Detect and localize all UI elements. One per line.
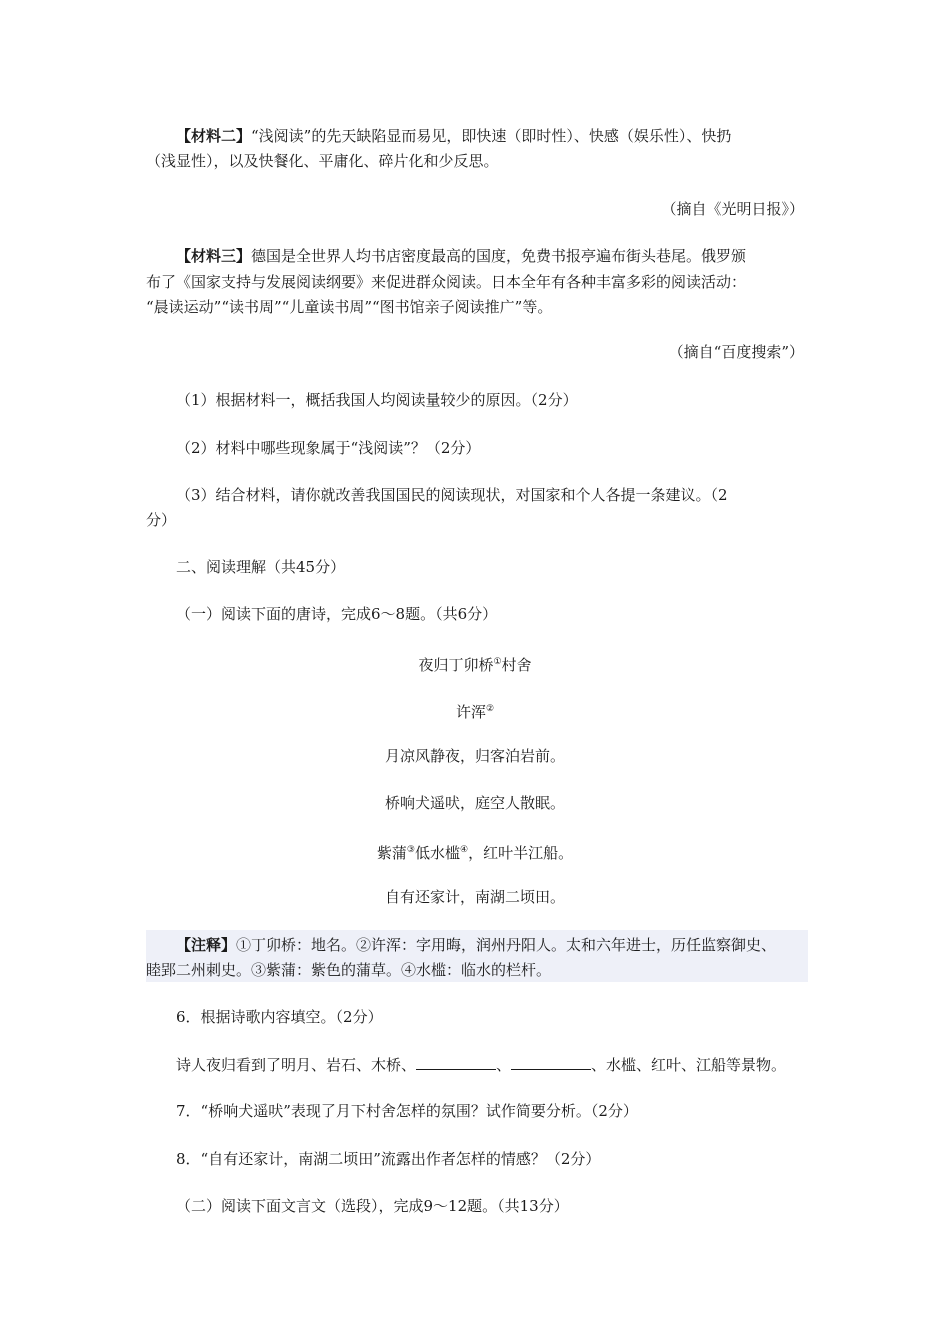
poem-title: 夜归丁卯桥①村舍 — [418, 656, 532, 674]
question-8: 8．“自有还家计，南湖二顷田”流露出作者怎样的情感？（2分） — [176, 1150, 601, 1168]
question-2: （2）材料中哪些现象属于“浅阅读”？（2分） — [176, 439, 481, 457]
section2-sub2: （二）阅读下面文言文（选段），完成9～12题。（共13分） — [176, 1197, 569, 1215]
material3-line3: “晨读运动”“读书周”“儿童读书周”“图书馆亲子阅读推广”等。 — [146, 298, 553, 316]
poem-author: 许浑② — [455, 703, 495, 721]
question-6: 6．根据诗歌内容填空。（2分） — [176, 1008, 383, 1026]
question-6-fill: 诗人夜归看到了明月、岩石、木桥、 、 、水槛、红叶、江船等景物。 — [176, 1056, 787, 1074]
poem-line-2: 桥响犬遥吠，庭空人散眠。 — [384, 794, 565, 812]
note-line1: 【注释】①丁卯桥：地名。②许浑：字用晦，润州丹阳人。太和六年进士，历任监察御史、 — [176, 936, 777, 954]
question-1: （1）根据材料一，概括我国人均阅读量较少的原因。（2分） — [176, 391, 578, 409]
question-3-line1: （3）结合材料，请你就改善我国国民的阅读现状，对国家和个人各提一条建议。（2 — [176, 486, 728, 504]
note-label: 【注释】 — [176, 936, 237, 954]
answer-blank-2[interactable] — [511, 1055, 591, 1070]
poem-line-4: 自有还家计，南湖二顷田。 — [384, 888, 565, 906]
material2-label: 【材料二】 — [176, 127, 252, 145]
material3-label: 【材料三】 — [176, 247, 252, 265]
question-3-line2: 分） — [146, 511, 177, 529]
material3-line1: 【材料三】德国是全世界人均书店密度最高的国度，免费书报亭遍布街头巷尾。俄罗颁 — [176, 247, 747, 265]
note-line2: 睦郢二州刺史。③紫蒲：紫色的蒲草。④水槛：临水的栏杆。 — [146, 961, 552, 979]
section2-sub1: （一）阅读下面的唐诗，完成6～8题。（共6分） — [176, 605, 498, 623]
material3-line2: 布了《国家支持与发展阅读纲要》来促进群众阅读。日本全年有各种丰富多彩的阅读活动： — [146, 273, 747, 291]
poem-line-3: 紫蒲③低水槛④，红叶半江船。 — [376, 844, 574, 862]
question-7: 7．“桥响犬遥吠”表现了月下村舍怎样的氛围？试作简要分析。（2分） — [176, 1102, 638, 1120]
material2-source: （摘自《光明日报》） — [661, 200, 804, 218]
answer-blank-1[interactable] — [416, 1055, 496, 1070]
material2-line1: 【材料二】“浅阅读”的先天缺陷显而易见，即快速（即时性）、快感（娱乐性）、快扔 — [176, 127, 732, 145]
material2-line2: （浅显性），以及快餐化、平庸化、碎片化和少反思。 — [146, 152, 499, 170]
poem-line-1: 月凉风静夜，归客泊岩前。 — [384, 747, 565, 765]
material3-source: （摘自“百度搜索”） — [668, 343, 804, 361]
section2-heading: 二、阅读理解（共45分） — [176, 558, 346, 576]
